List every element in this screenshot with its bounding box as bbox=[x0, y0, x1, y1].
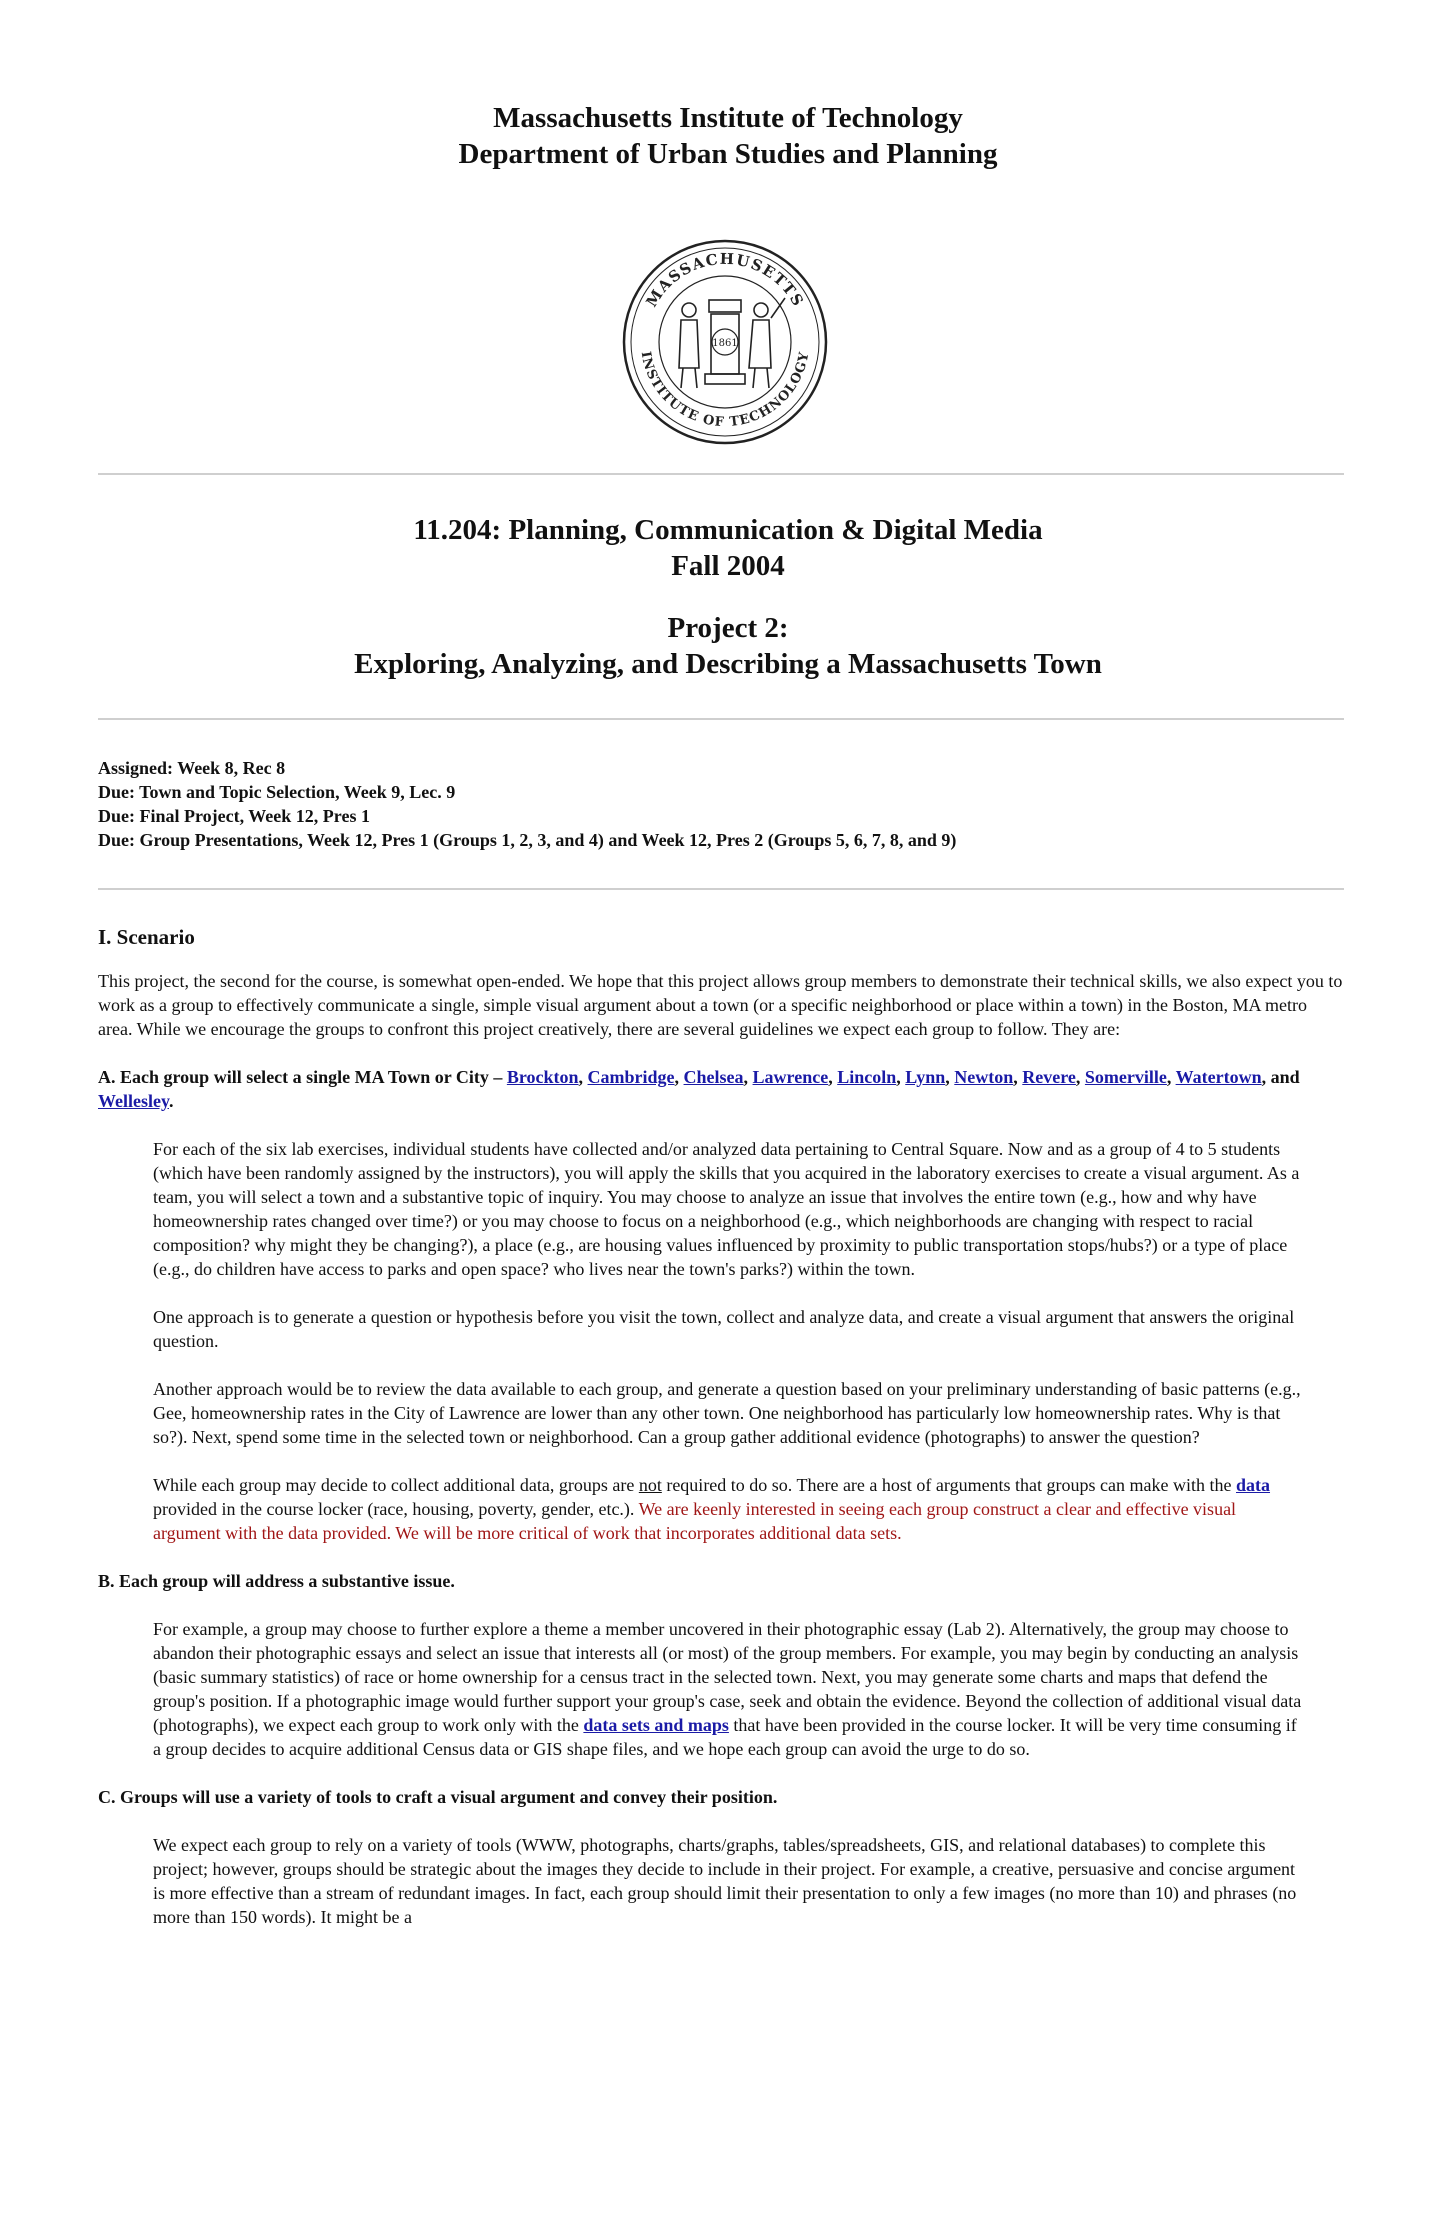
town-link-revere[interactable]: Revere bbox=[1022, 1067, 1076, 1087]
divider bbox=[98, 718, 1344, 720]
seal-year: 1861 bbox=[712, 338, 738, 349]
project-title: Project 2: bbox=[667, 612, 789, 644]
separator: . bbox=[169, 1091, 174, 1111]
town-link-watertown[interactable]: Watertown bbox=[1175, 1067, 1262, 1087]
separator: , bbox=[828, 1067, 838, 1087]
separator: , bbox=[1013, 1067, 1023, 1087]
separator: , bbox=[945, 1067, 955, 1087]
separator: , bbox=[674, 1067, 684, 1087]
section-a-paragraph-2: One approach is to generate a question or hypothesis before you visit the town, collect and analyze data, and create a visual argument that answers the original question. bbox=[153, 1307, 1295, 1351]
separator: , bbox=[1075, 1067, 1085, 1087]
town-link-newton[interactable]: Newton bbox=[954, 1067, 1014, 1087]
highlighted-note: We are keenly interested in seeing each group construct a clear and effective visual argument with the data provided. We will be more critical of work that incorporates additional data sets. bbox=[153, 1499, 1237, 1543]
town-link-lawrence[interactable]: Lawrence bbox=[752, 1067, 829, 1087]
divider bbox=[98, 888, 1344, 890]
date-topic-selection: Due: Town and Topic Selection, Week 9, Lec. 9 bbox=[98, 782, 456, 802]
separator: , and bbox=[1261, 1067, 1300, 1087]
institution-header bbox=[0, 100, 1456, 172]
separator: , bbox=[578, 1067, 588, 1087]
separator: , bbox=[743, 1067, 753, 1087]
date-assigned: Assigned: Week 8, Rec 8 bbox=[98, 758, 286, 778]
seal-bottom-text: INSTITUTE OF TECHNOLOGY bbox=[637, 350, 813, 431]
emphasis-not: not bbox=[638, 1475, 662, 1495]
section-a-paragraph-1: For each of the six lab exercises, individual students have collected and/or analyzed data pertaining to Central Square. Now and as a group of 4 to 5 students (which have been randomly assigned by the instructors), you will apply the skills that you acquired in the laboratory exercises to create a visual argument. As a team, you will select a town and a substantive topic of inquiry. You may choose to analyze an issue that involves the entire town (e.g., how and why have homeownership rates changed over time?) or you may choose to focus on a neighborhood (e.g., which neighborhoods are changing with respect to racial composition? why might they be changing?), a place (e.g., are housing values influenced by proximity to public transportation stops/hubs?) or a type of place (e.g., do children have access to parks and open space? who lives near the town's parks?) within the town. bbox=[153, 1139, 1300, 1279]
date-final-project: Due: Final Project, Week 12, Pres 1 bbox=[98, 806, 370, 826]
section-a-paragraph-3: Another approach would be to review the data available to each group, and generate a question based on your preliminary understanding of basic patterns (e.g., Gee, homeownership rates in the City of Lawrence are lower than any other town. One neighborhood has particularly low homeownership rates. Why is that so?). Next, spend some time in the selected town or neighborhood. Can a group gather additional evidence (photographs) to answer the question? bbox=[153, 1379, 1301, 1447]
course-title: 11.204: Planning, Communication & Digital Media bbox=[413, 514, 1043, 546]
section-c-paragraph: We expect each group to rely on a variety of tools (WWW, photographs, charts/graphs, tables/spreadsheets, GIS, and relational databases) to complete this project; however, groups should be strategic about the images they decide to include in their project. For example, a creative, persuasive and concise argument is more effective than a stream of redundant images. In fact, each group should limit their presentation to only a few images (no more than 10) and phrases (no more than 150 words). It might be a bbox=[153, 1835, 1297, 1927]
section-a-paragraph-4 bbox=[153, 1473, 1304, 1545]
data-sets-and-maps-link[interactable]: data sets and maps bbox=[583, 1715, 729, 1735]
town-link-wellesley[interactable]: Wellesley bbox=[98, 1091, 169, 1111]
mit-seal-logo bbox=[621, 238, 829, 446]
town-link-chelsea[interactable]: Chelsea bbox=[683, 1067, 744, 1087]
due-dates-block bbox=[98, 756, 956, 852]
subheading-a bbox=[98, 1065, 1344, 1113]
para-text: required to do so. There are a host of arguments that groups can make with the bbox=[661, 1475, 1236, 1495]
town-link-lynn[interactable]: Lynn bbox=[905, 1067, 946, 1087]
para-text: While each group may decide to collect additional data, groups are bbox=[153, 1475, 639, 1495]
course-term: Fall 2004 bbox=[671, 550, 785, 582]
separator: , bbox=[1166, 1067, 1176, 1087]
para-text: that have been provided in the course locker. It will be very time consuming if a group decides to acquire additional Census data or GIS shape files, and we hope each group can avoid the urge to do so. bbox=[153, 1715, 1297, 1759]
town-link-cambridge[interactable]: Cambridge bbox=[587, 1067, 675, 1087]
subheading-a-text: A. Each group will select a single MA Town or City – bbox=[98, 1067, 503, 1087]
section-b-paragraph bbox=[153, 1617, 1304, 1761]
date-presentations: Due: Group Presentations, Week 12, Pres 1 (Groups 1, 2, 3, and 4) and Week 12, Pres 2 (Groups 5, 6, 7, 8, and 9) bbox=[98, 830, 957, 850]
course-header bbox=[0, 512, 1456, 584]
scenario-intro: This project, the second for the course, is somewhat open-ended. We hope that this project allows group members to demonstrate their technical skills, we also expect you to work as a group to effectively communicate a single, simple visual argument about a town (or a specific neighborhood or place within a town) in the Boston, MA metro area. While we encourage the groups to confront this project creatively, there are several guidelines we expect each group to follow. They are: bbox=[98, 971, 1343, 1039]
subheading-c: C. Groups will use a variety of tools to craft a visual argument and convey their position. bbox=[98, 1787, 778, 1807]
data-link[interactable]: data bbox=[1236, 1475, 1271, 1495]
town-link-brockton[interactable]: Brockton bbox=[506, 1067, 579, 1087]
institution-name: Massachusetts Institute of Technology bbox=[493, 102, 963, 134]
divider bbox=[98, 473, 1344, 475]
para-text: For example, a group may choose to further explore a theme a member uncovered in their photographic essay (Lab 2). Alternatively, the group may choose to abandon their photographic essays and select an issue that interests all (or most) of the group members. For example, you may begin by conducting an analysis (basic summary statistics) of race or home ownership for a census tract in the selected town. Next, you may generate some charts and maps that defend the group's position. If a photographic image would further support your group's case, seek and obtain the evidence. Beyond the collection of additional visual data (photographs), we expect each group to work only with the bbox=[153, 1619, 1302, 1735]
town-link-somerville[interactable]: Somerville bbox=[1084, 1067, 1167, 1087]
seal-top-text: MASSACHUSETTS bbox=[642, 249, 808, 311]
subheading-b: B. Each group will address a substantive issue. bbox=[98, 1571, 455, 1591]
department-name: Department of Urban Studies and Planning bbox=[458, 138, 998, 170]
para-text: provided in the course locker (race, housing, poverty, gender, etc.). bbox=[153, 1499, 639, 1519]
project-header bbox=[0, 610, 1456, 682]
town-link-lincoln[interactable]: Lincoln bbox=[837, 1067, 897, 1087]
separator: , bbox=[896, 1067, 906, 1087]
scenario-section bbox=[98, 925, 1344, 1929]
section-heading: I. Scenario bbox=[98, 925, 195, 949]
project-subtitle: Exploring, Analyzing, and Describing a Massachusetts Town bbox=[354, 648, 1102, 680]
